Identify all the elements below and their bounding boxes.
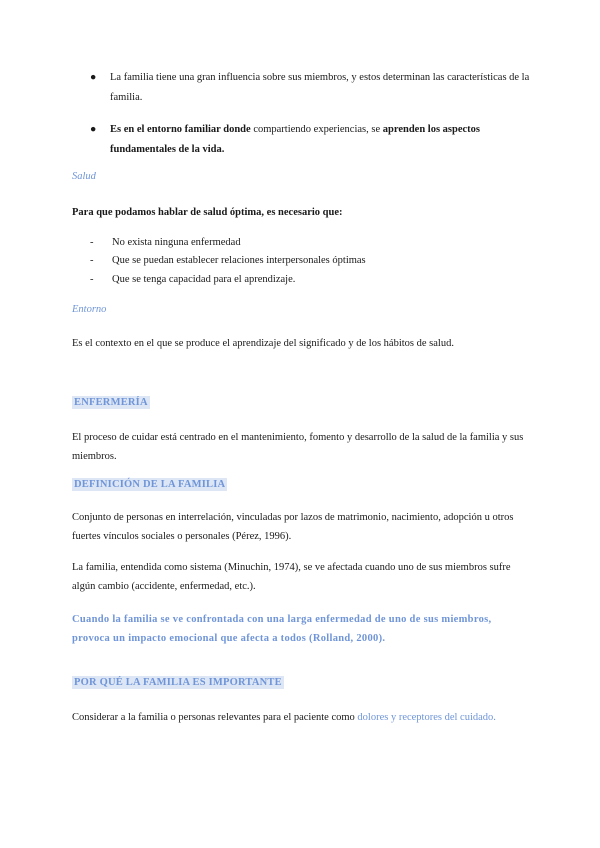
enfermeria-heading: ENFERMERÍA [74, 397, 148, 408]
entorno-heading: Entorno [72, 304, 107, 315]
entorno-text: Es el contexto en el que se produce el aprendizaje del significado y de los hábitos de salud. [72, 338, 454, 349]
dash-marker: - [90, 237, 94, 248]
salud-intro [72, 203, 532, 222]
salud-intro-text: Para que podamos hablar de salud óptima, es necesario que: [72, 207, 343, 218]
definicion-p1: Conjunto de personas en interrelación, vinculadas por lazos de matrimonio, nacimiento, adopción u otros fuertes vínculos sociales o personales (Pérez, 1996). [72, 512, 514, 542]
bullet-text [110, 120, 530, 160]
definicion-heading: DEFINICIÓN DE LA FAMILIA [74, 479, 226, 490]
importante-heading: POR QUÉ LA FAMILIA ES IMPORTANTE [74, 677, 282, 688]
bullet-dot-icon: ● [90, 72, 97, 83]
importante-text [72, 708, 552, 727]
list-item-text: Que se tenga capacidad para el aprendizaje. [112, 274, 296, 285]
bullet-bold-end: aprenden los aspectos fundamentales de la vida. [110, 124, 480, 155]
bullet-bold-start: Es en el entorno familiar donde [110, 124, 251, 135]
definicion-p2: La familia, entendida como sistema (Minuchin, 1974), se ve afectada cuando uno de sus miembros sufre algún cambio (accidente, enfermedad, etc.). [72, 562, 511, 592]
bullet-text: La familia tiene una gran influencia sobre sus miembros, y estos determinan las características de la familia. [110, 72, 530, 103]
list-item-text: No exista ninguna enfermedad [112, 237, 241, 248]
importante-text-highlight: dolores y receptores del cuidado. [357, 712, 496, 723]
importante-text-start: Considerar a la familia o personas relevantes para el paciente como [72, 712, 358, 723]
dash-marker: - [90, 255, 94, 266]
bullet-dot-icon: ● [90, 124, 97, 135]
salud-heading: Salud [72, 171, 96, 182]
dash-marker: - [90, 274, 94, 285]
list-item-text: Que se puedan establecer relaciones interpersonales óptimas [112, 255, 366, 266]
definicion-p3: Cuando la familia se ve confrontada con una larga enfermedad de uno de sus miembros, provoca un impacto emocional que afecta a todos (Rolland, 2000). [72, 614, 492, 644]
bullet-middle: compartiendo experiencias, se [250, 124, 383, 135]
enfermeria-text: El proceso de cuidar está centrado en el mantenimiento, fomento y desarrollo de la salud de la familia y sus miembros. [72, 432, 524, 462]
